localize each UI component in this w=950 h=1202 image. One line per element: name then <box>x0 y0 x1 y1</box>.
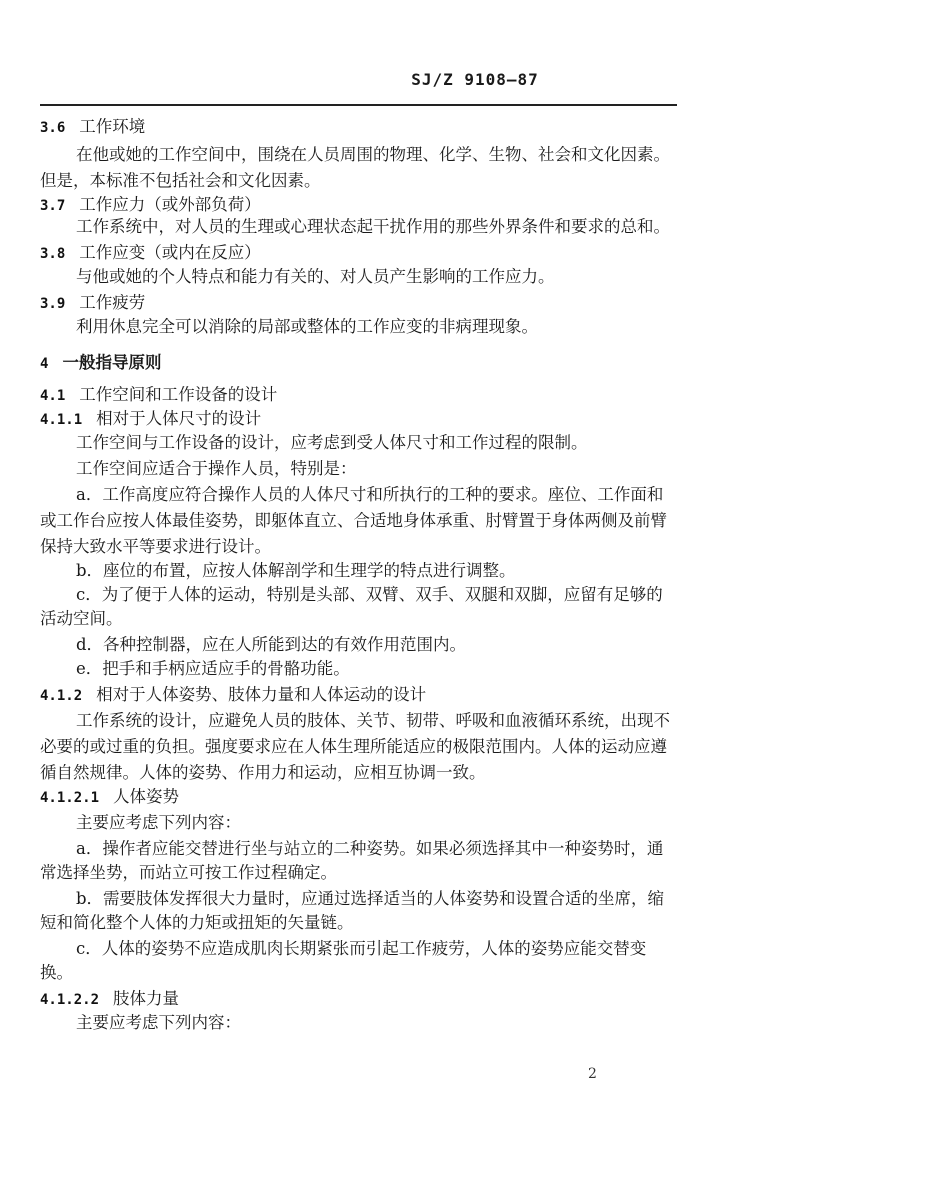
list-item-c: c．人体的姿势不应造成肌肉长期紧张而引起工作疲劳，人体的姿势应能交替变 <box>76 939 647 958</box>
clause-4-1-2-heading <box>40 684 426 706</box>
clause-title: 人体姿势 <box>113 787 180 806</box>
list-item-d: d．各种控制器，应在人所能到达的有效作用范围内。 <box>76 635 467 654</box>
body-line: 主要应考虑下列内容： <box>76 1013 241 1032</box>
clause-number: 3.7 <box>40 198 66 214</box>
body-line: 与他或她的个人特点和能力有关的、对人员产生影响的工作应力。 <box>76 267 555 286</box>
list-item-b: b．座位的布置，应按人体解剖学和生理学的特点进行调整。 <box>76 561 516 580</box>
standard-code-header: SJ/Z 9108—87 <box>411 70 539 89</box>
clause-title: 工作空间和工作设备的设计 <box>79 385 278 404</box>
body-line: 换。 <box>40 963 73 982</box>
list-item-c: c．为了便于人体的运动，特别是头部、双臂、双手、双腿和双脚，应留有足够的 <box>76 585 663 604</box>
clause-title: 肢体力量 <box>113 989 180 1008</box>
clause-3-6-heading <box>40 116 145 138</box>
list-item-a: a．工作高度应符合操作人员的人体尺寸和所执行的工种的要求。座位、工作面和 <box>76 485 664 504</box>
section-4-heading <box>40 352 161 374</box>
header-rule <box>40 104 677 106</box>
body-line: 工作空间与工作设备的设计，应考虑到受人体尺寸和工作过程的限制。 <box>76 433 588 452</box>
body-line: 工作空间应适合于操作人员，特别是： <box>76 459 357 478</box>
section-number: 4 <box>40 356 49 372</box>
body-line: 主要应考虑下列内容： <box>76 813 241 832</box>
body-line: 工作系统中，对人员的生理或心理状态起干扰作用的那些外界条件和要求的总和。 <box>76 217 670 236</box>
clause-3-7-heading <box>40 194 261 216</box>
clause-number: 4.1.2.2 <box>40 992 100 1008</box>
clause-title: 相对于人体尺寸的设计 <box>96 409 262 428</box>
clause-number: 4.1 <box>40 388 66 404</box>
clause-3-9-heading <box>40 292 145 314</box>
clause-title: 工作环境 <box>79 117 146 136</box>
clause-title: 工作应变（或内在反应） <box>79 243 261 262</box>
list-item-b: b．需要肢体发挥很大力量时，应通过选择适当的人体姿势和设置合适的坐席，缩 <box>76 889 665 908</box>
body-line: 活动空间。 <box>40 609 123 628</box>
clause-4-1-heading <box>40 384 277 406</box>
clause-number: 4.1.1 <box>40 412 83 428</box>
clause-4-1-2-2-heading <box>40 988 179 1010</box>
body-line: 循自然规律。人体的姿势、作用力和运动，应相互协调一致。 <box>40 763 486 782</box>
body-line: 在他或她的工作空间中，围绕在人员周围的物理、化学、生物、社会和文化因素。 <box>76 145 670 164</box>
clause-title: 相对于人体姿势、肢体力量和人体运动的设计 <box>96 685 427 704</box>
list-item-a: a．操作者应能交替进行坐与站立的二种姿势。如果必须选择其中一种姿势时，通 <box>76 839 664 858</box>
section-title: 一般指导原则 <box>62 353 162 372</box>
body-line: 必要的或过重的负担。强度要求应在人体生理所能适应的极限范围内。人体的运动应遵 <box>40 737 667 756</box>
list-item-e: e．把手和手柄应适应手的骨骼功能。 <box>76 659 350 678</box>
body-line: 工作系统的设计，应避免人员的肢体、关节、韧带、呼吸和血液循环系统，出现不 <box>76 711 670 730</box>
clause-number: 4.1.2.1 <box>40 790 100 806</box>
clause-4-1-1-heading <box>40 408 261 430</box>
clause-number: 3.8 <box>40 246 66 262</box>
clause-number: 3.9 <box>40 296 66 312</box>
clause-title: 工作应力（或外部负荷） <box>79 195 261 214</box>
page-number: 2 <box>588 1066 597 1082</box>
clause-number: 4.1.2 <box>40 688 83 704</box>
clause-3-8-heading <box>40 242 261 264</box>
body-line: 常选择坐势，而站立可按工作过程确定。 <box>40 863 337 882</box>
clause-4-1-2-1-heading <box>40 786 179 808</box>
clause-title: 工作疲劳 <box>79 293 146 312</box>
body-line: 但是，本标准不包括社会和文化因素。 <box>40 171 321 190</box>
body-line: 或工作台应按人体最佳姿势，即躯体直立、合适地身体承重、肘臂置于身体两侧及前臂 <box>40 511 667 530</box>
body-line: 短和简化整个人体的力矩或扭矩的矢量链。 <box>40 913 354 932</box>
body-line: 利用休息完全可以消除的局部或整体的工作应变的非病理现象。 <box>76 317 538 336</box>
clause-number: 3.6 <box>40 120 66 136</box>
body-line: 保持大致水平等要求进行设计。 <box>40 537 271 556</box>
